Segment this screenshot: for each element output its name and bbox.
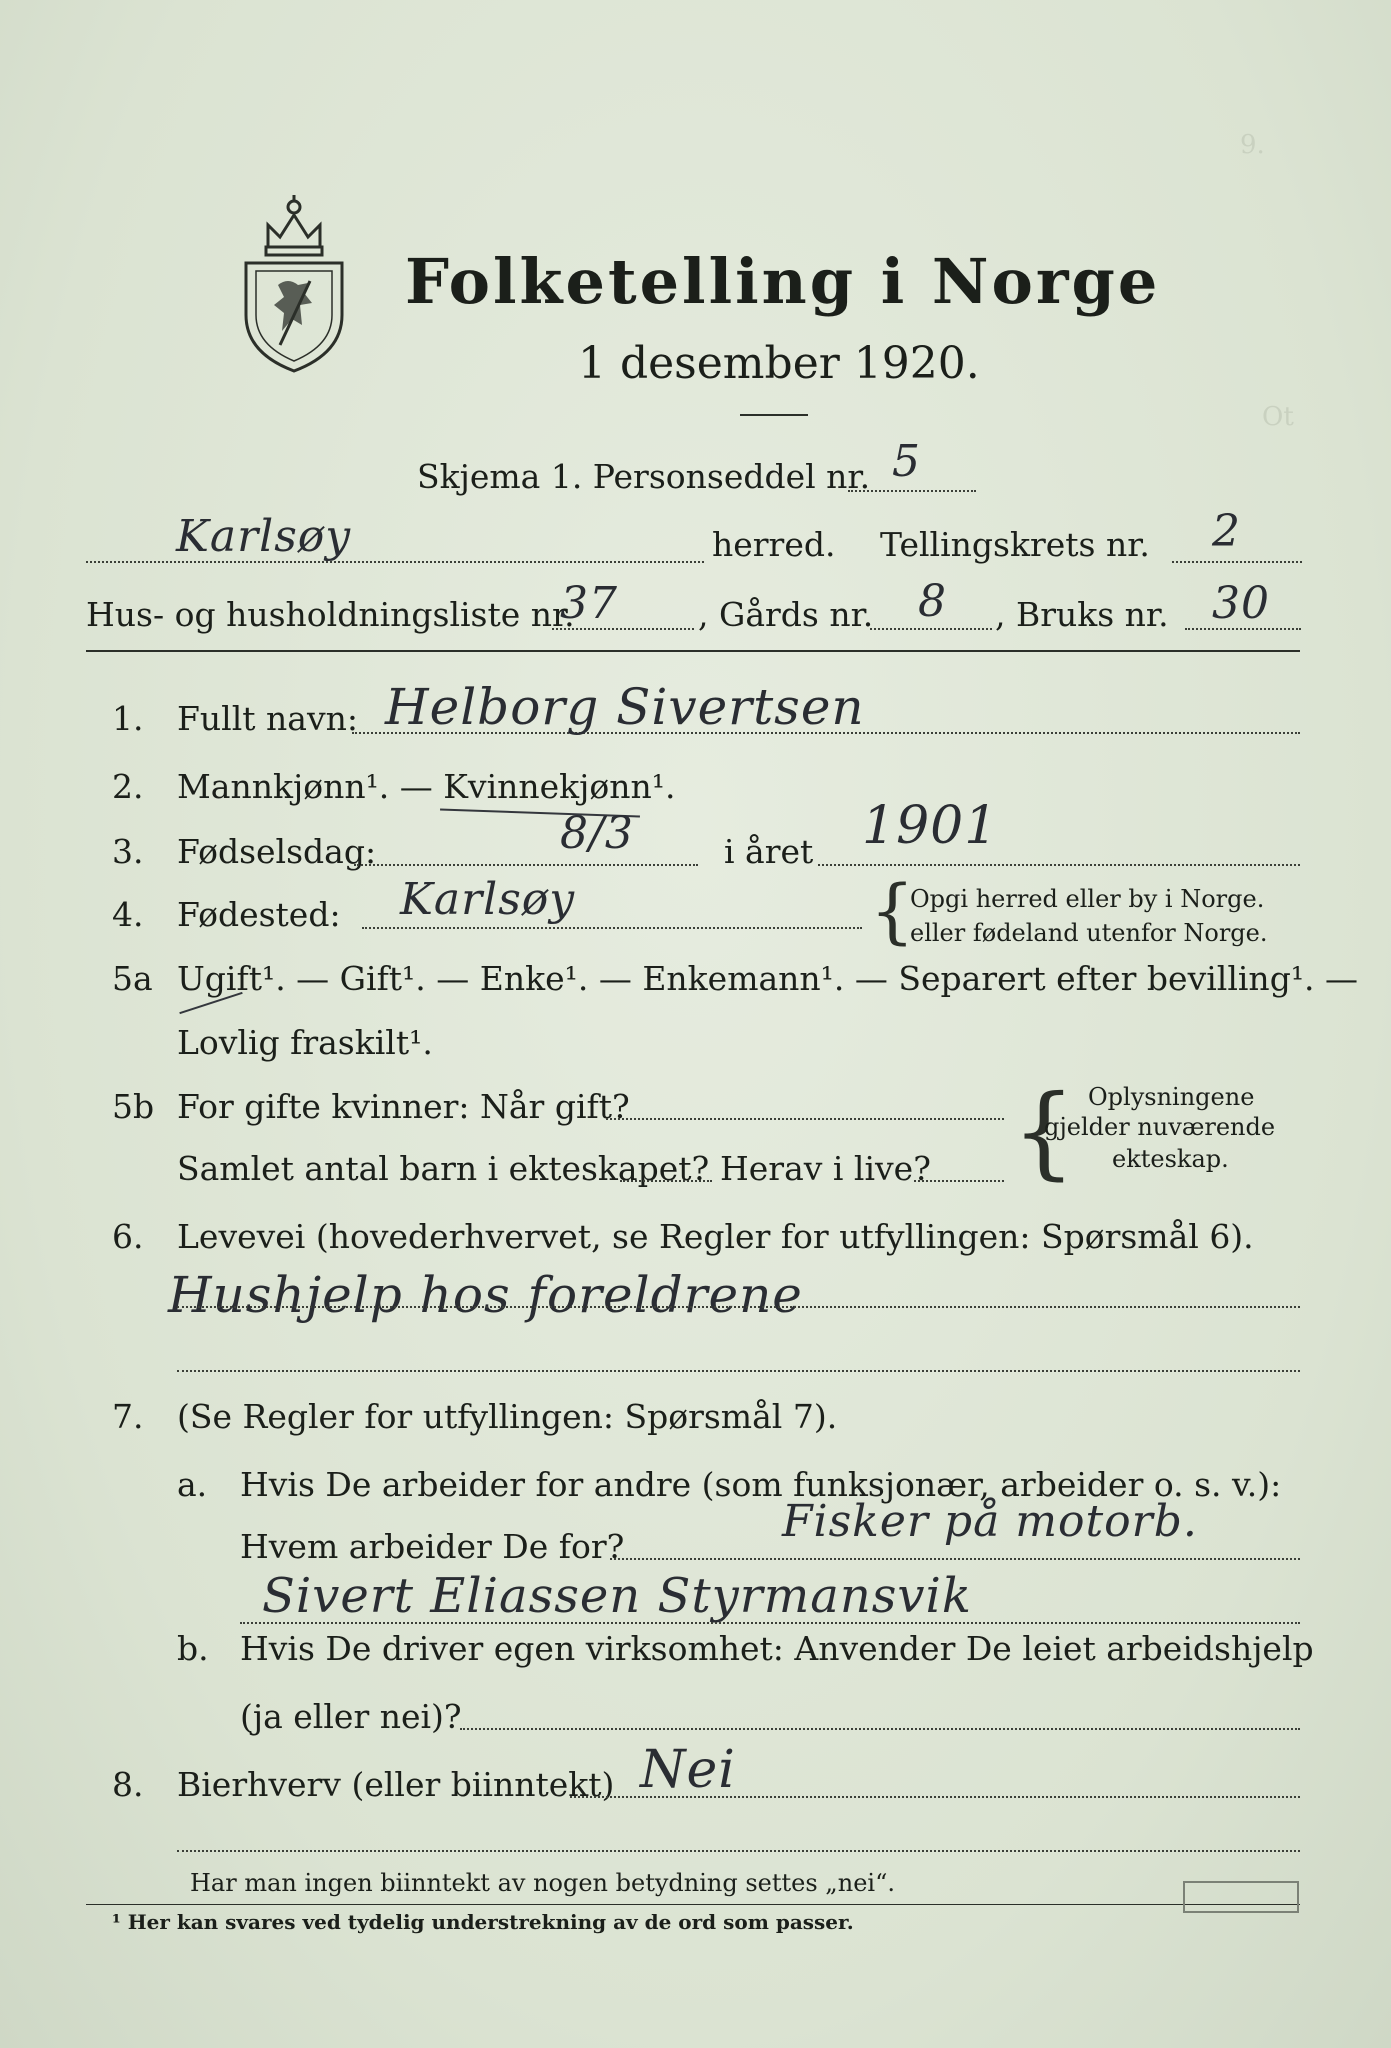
q5b-label: For gifte kvinner: Når gift?: [177, 1087, 630, 1126]
q4-note-2: eller fødeland utenfor Norge.: [910, 919, 1268, 947]
q5b-note-3: ekteskap.: [1112, 1145, 1229, 1173]
q6-label: Levevei (hovederhvervet, se Regler for utfyllingen: Spørsmål 6).: [177, 1217, 1254, 1256]
q1-full-name: Helborg Sivertsen: [385, 678, 865, 736]
tellingskrets-line: [1172, 561, 1302, 563]
q8-label: Bierhverv (eller biinntekt): [177, 1765, 615, 1804]
q7a-label-2: Hvem arbeider De for?: [240, 1527, 625, 1566]
q3-birth-day: 8/3: [560, 808, 634, 859]
norway-coat-of-arms-icon: [238, 185, 350, 375]
q7a-employer: Fisker på motorb.: [782, 1496, 1198, 1547]
q7a-line-2: [240, 1622, 1300, 1624]
footer-divider: [86, 1904, 1300, 1905]
q8-line-2: [177, 1850, 1300, 1852]
q3-birth-year: 1901: [862, 796, 999, 856]
q5b-number: 5b: [112, 1087, 155, 1126]
q5a-number: 5a: [112, 959, 153, 998]
printer-stamp: [1183, 1881, 1299, 1913]
q5b-children-line: [620, 1180, 712, 1182]
skjema-label: Skjema 1. Personseddel nr.: [417, 457, 871, 496]
q1-number: 1.: [112, 699, 144, 738]
q4-number: 4.: [112, 895, 144, 934]
personseddel-line: [848, 490, 976, 492]
bruks-nr: 30: [1212, 578, 1270, 629]
header-divider: [86, 650, 1300, 652]
q4-birthplace: Karlsøy: [400, 874, 576, 925]
q5b-married-line: [606, 1118, 1004, 1120]
tellingskrets-nr: 2: [1212, 506, 1241, 557]
q8-number: 8.: [112, 1765, 144, 1804]
q4-line: [362, 927, 862, 929]
q5a-label: Ugift¹. — Gift¹. — Enke¹. — Enkemann¹. — Separert efter bevilling¹. —: [177, 959, 1359, 998]
q6-number: 6.: [112, 1217, 144, 1256]
q2-number: 2.: [112, 767, 144, 806]
q5b-label-2: Samlet antal barn i ekteskapet?: [177, 1149, 710, 1188]
q8-value: Nei: [640, 1740, 736, 1800]
q7-label: (Se Regler for utfyllingen: Spørsmål 7).: [177, 1397, 838, 1436]
tellingskrets-label: Tellingskrets nr.: [880, 525, 1150, 564]
q7a-employer-2: Sivert Eliassen Styrmansvik: [262, 1568, 972, 1624]
q4-label: Fødested:: [177, 895, 341, 934]
q7b-label-2: (ja eller nei)?: [240, 1697, 462, 1736]
q1-label: Fullt navn:: [177, 699, 358, 738]
q7b-line: [460, 1728, 1300, 1730]
bleed-through-text: 9.: [1240, 130, 1265, 160]
bruks-label: , Bruks nr.: [995, 595, 1169, 634]
q7a-letter: a.: [177, 1465, 208, 1504]
q4-brace: {: [870, 870, 915, 952]
gards-nr: 8: [918, 576, 947, 627]
herred-value: Karlsøy: [176, 511, 352, 562]
q7b-letter: b.: [177, 1629, 209, 1668]
gards-line: [870, 628, 992, 630]
q5b-brace: {: [1012, 1073, 1076, 1190]
q7-number: 7.: [112, 1397, 144, 1436]
q3-day-line: [354, 864, 698, 866]
personseddel-nr: 5: [892, 436, 921, 487]
q7b-label: Hvis De driver egen virksomhet: Anvender De leiet arbeidshjelp: [240, 1629, 1314, 1668]
q6-line-1: [177, 1306, 1300, 1308]
q8-note: Har man ingen biinntekt av nogen betydning settes „nei“.: [190, 1869, 895, 1897]
q3-number: 3.: [112, 832, 144, 871]
census-date: 1 desember 1920.: [578, 338, 980, 389]
q3-label: Fødselsdag:: [177, 832, 377, 871]
q2-label: Mannkjønn¹. — Kvinnekjønn¹.: [177, 767, 676, 806]
q3-year-line: [818, 864, 1300, 866]
footnote: ¹ Her kan svares ved tydelig understrekning av de ord som passer.: [112, 1910, 854, 1934]
q7a-line-1: [610, 1558, 1300, 1560]
husliste-nr: 37: [560, 578, 618, 629]
herred-label: herred.: [712, 525, 836, 564]
q4-note-1: Opgi herred eller by i Norge.: [910, 885, 1265, 913]
q5b-label-3: Herav i live?: [720, 1149, 931, 1188]
q5b-note-1: Oplysningene: [1088, 1083, 1255, 1111]
q7a-label: Hvis De arbeider for andre (som funksjonær, arbeider o. s. v.):: [240, 1465, 1282, 1504]
bleed-through-text: Ot: [1262, 402, 1294, 432]
form-title: Folketelling i Norge: [405, 245, 1161, 318]
gards-label: , Gårds nr.: [698, 595, 874, 634]
title-divider: [740, 414, 808, 416]
husliste-label: Hus- og husholdningsliste nr.: [86, 595, 575, 634]
q5b-note-2: gjelder nuværende: [1044, 1113, 1276, 1141]
q5b-alive-line: [914, 1180, 1004, 1182]
q6-occupation: Hushjelp hos foreldrene: [168, 1266, 803, 1324]
q6-line-2: [177, 1370, 1300, 1372]
q5a-label-2: Lovlig fraskilt¹.: [177, 1023, 433, 1062]
q3-year-label: i året: [724, 832, 814, 871]
